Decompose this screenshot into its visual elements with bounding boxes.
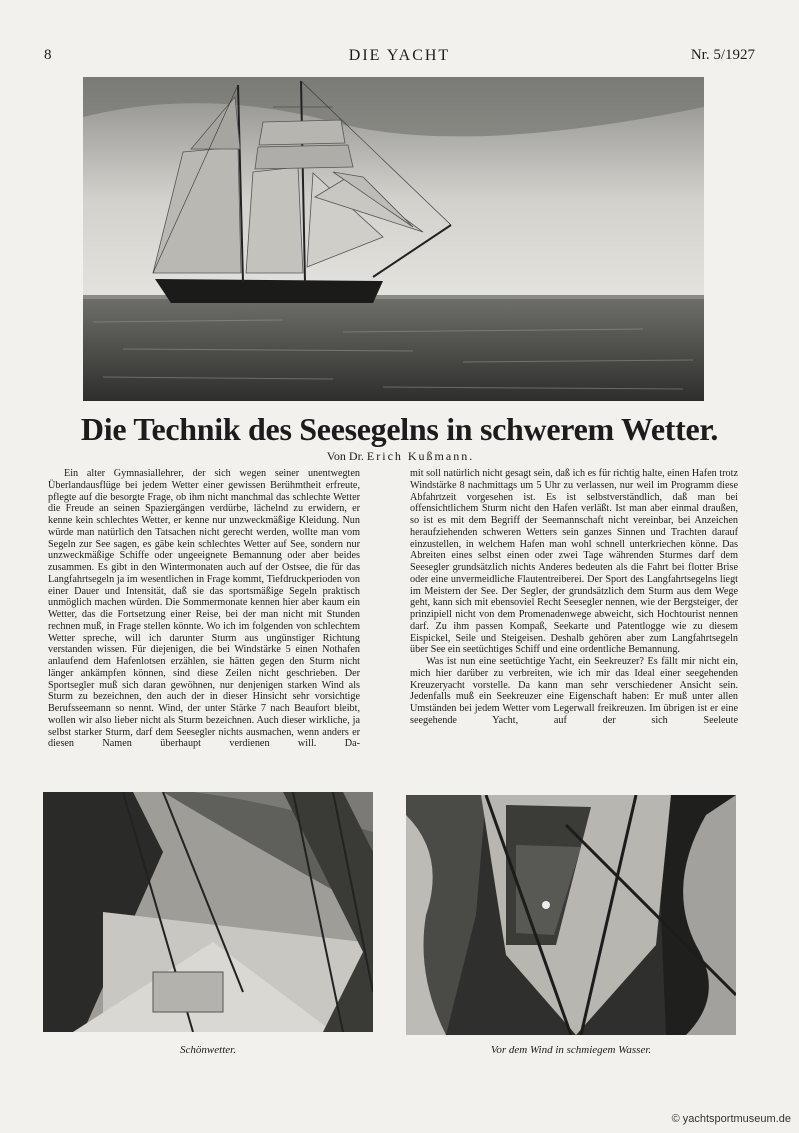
byline-prefix: Von Dr. <box>326 449 364 463</box>
schooner-photo <box>83 77 704 401</box>
page-header <box>44 47 755 69</box>
byline-author: Erich Kußmann <box>366 449 470 463</box>
article-title: Die Technik des Seesegelns in schwerem Wetter. <box>80 411 719 447</box>
caption-fair-weather: Schönwetter. <box>180 1044 236 1056</box>
caption-downwind: Vor dem Wind in schmiegem Wasser. <box>490 1044 652 1056</box>
article-column-right <box>410 468 738 727</box>
paragraph: Was ist nun eine seetüchtige Yacht, ein Seekreuzer? Es fällt mir nicht ein, mich hier darüber zu verbreiten, wie ich mir das Ideal einer seegehenden Kreuzeryacht vorstelle. Da kann man sehr verschiedener Ansicht sein. Jedenfalls muß ein Seekreuzer eine Eigenschaft haben: Er muß unter allen Umständen bei jedem Wetter vom Legerwall freikreuzen. Im übrigen ist er eine seegehende Yacht, auf der sich Seeleute <box>410 656 738 726</box>
deck-photo-fair-weather <box>43 792 373 1032</box>
page-number: 8 <box>44 47 52 63</box>
issue-number: Nr. 5/1927 <box>690 47 755 63</box>
bow-photo-downwind <box>406 795 736 1035</box>
journal-title: DIE YACHT <box>348 47 451 64</box>
byline <box>40 449 759 464</box>
paragraph: mit soll natürlich nicht gesagt sein, daß ich es für richtig halte, einen Hafen trotz Windstärke 8 nachmittags um 5 Uhr zu verlassen, nur weil im Programm diese Abfahrtzeit vorgesehen ist. Es ist selbstverständlich, daß man bei offensichtlichem Sturm nicht den Hafen verläßt. Ist man aber einmal draußen, so ist es mit dem Begriff der Seemannschaft nicht vereinbar, bei Anzeichen heraufziehenden schweren Wetters sein ganzes Sinnen und Trachten darauf einzustellen, in welchem Hafen man wohl schnell unterkriechen könne. Das Abreiten eines selbst einen oder zwei Tage währenden Sturmes darf dem Seesegler grundsätzlich nichts Anderes bedeuten als die Fahrt bei flotter Brise oder eine unvermeidliche Flautentreiberei. Der Sport des Langfahrtsegelns liegt im Meistern der See. Der Segler, der grundsätzlich dem Sturm aus dem Wege geht, kann sich mit ebensoviel Recht Seesegler nennen, wie der Bergsteiger, der prinzipiell nicht von dem Promenadenwege abweicht, sich Hochtourist nennen darf. Zu ihm passen Kompaß, Seekarte und Patentlogge wie zu diesem Eispickel, Seile und Steigeisen. Deshalb gehören aber zum Langfahrtsegeln über See ein seetüchtiges Schiff und eine ordentliche Bemannung. <box>410 468 738 656</box>
paragraph: Ein alter Gymnasiallehrer, der sich wegen seiner unentwegten Überlandausflüge bei jedem Wetter einer gewissen Berühmtheit erfreute, pflegte auf die besorgte Frage, ob ihm nicht manchmal das schlechte Wetter die Freude an seinen Spaziergängen verdürbe, lächelnd zu erwidern, er kenne kein schlechtes Wetter, er kenne nur unzweckmäßige Kleidung. Nun würde man natürlich den Tatsachen nicht gerecht werden, wollte man vom Segeln zur See sagen, es gäbe kein schlechtes Wetter auf See, sondern nur unzweckmäßige Schiffe oder ungeeignete Bemannung oder aber beides zusammen. Es gibt in den Wintermonaten auch auf der Ostsee, die für das Langfahrtsegeln ja im wesentlichen in Frage kommt, Tiefdruckperioden von einer Dauer und Intensität, daß sie das sportsmäßige Segeln praktisch unmöglich machen würden. Die Sommermonate kennen hier aber kaum ein Wetter, das die Fortsetzung einer Reise, bei der man nicht mit Stunden rechnen muß, in Frage stellen könnte. Wo ich im folgenden von schlechtem Wetter spreche, will ich darunter Sturm aus ungünstiger Richtung verstanden wissen. Für diejenigen, die bei Windstärke 5 einen Nothafen anlaufend dem Hafenlotsen erzählen, sie hätten gegen den Sturm nicht länger ankämpfen können, sind diese Zeilen nicht geschrieben. Der Sportsegler muß sich daran gewöhnen, nur denjenigen starken Wind als Sturm zu bezeichnen, den auch der in dieser Hinsicht sehr vorsichtige Berufsseemann so nennt. Wind, der unter Stärke 7 nach Beaufort bleibt, wollen wir also lieber nicht als Sturm bezeichnen. Auch dieser wirkliche, ja selbst starker Sturm, darf dem Seesegler nichts ausmachen, wenn anders er diesen Namen überhaupt verdienen will. Da- <box>48 468 360 750</box>
article-column-left <box>48 468 360 750</box>
watermark: © yachtsportmuseum.de <box>671 1113 791 1125</box>
byline-suffix: . <box>469 449 473 463</box>
